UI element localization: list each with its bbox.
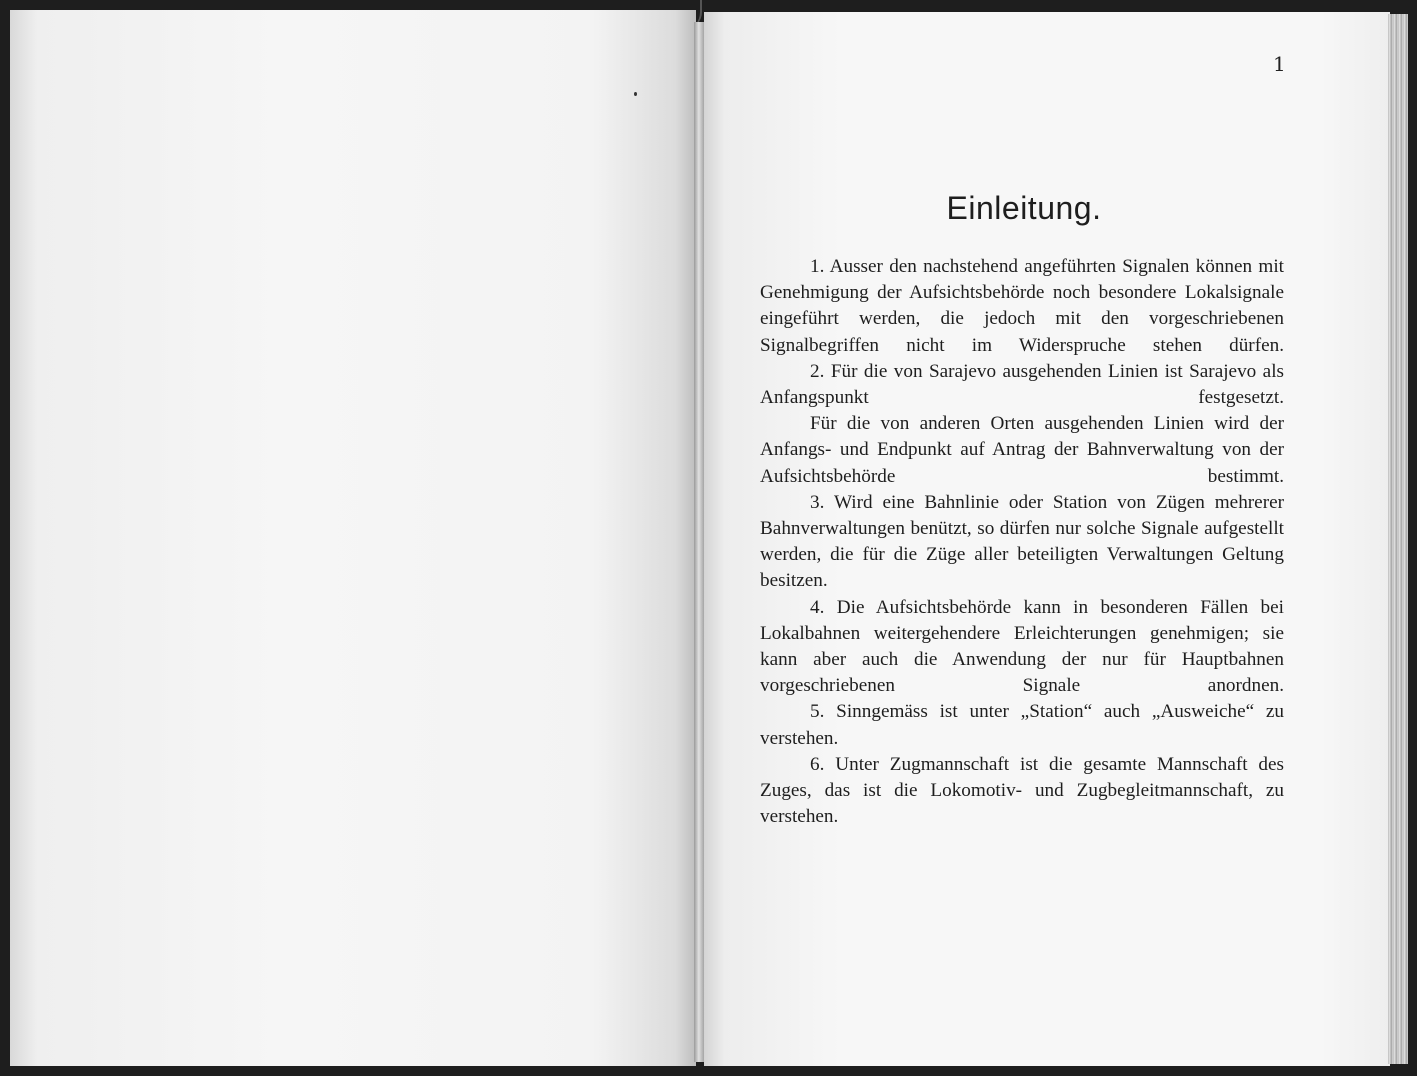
- page-number: 1: [1273, 52, 1286, 76]
- paragraph-5: 5. Sinngemäss ist unter „Station“ auch „Ausweiche“ zu verstehen.: [760, 701, 1284, 749]
- paragraph-1: 1. Ausser den nachstehend angeführten Signalen können mit Genehmigung der Aufsichtsbehörde noch besondere Lokalsignale eingeführt werden, die jedoch mit den vorgeschriebenen Signalbegriffen nicht im Widerspruche stehen dürfen.: [760, 256, 1284, 356]
- chapter-title: Einleitung.: [946, 190, 1102, 226]
- paragraph-6: 6. Unter Zugmannschaft ist die gesamte Mannschaft des Zuges, das ist die Lokomotiv- und Zugbegleitmannschaft, zu verstehen.: [760, 753, 1284, 828]
- paragraph-2: 2. Für die von Sarajevo ausgehenden Linien ist Sarajevo als Anfangspunkt festgesetzt.: [760, 360, 1284, 409]
- left-page-blank: [10, 10, 696, 1066]
- page-edges: [1388, 14, 1408, 1064]
- paragraph-3: 3. Wird eine Bahnlinie oder Station von Zügen mehrerer Bahnverwaltungen benützt, so dürfen nur solche Signale aufgestellt werden, die für die Züge aller beteiligten Verwaltungen Geltung besitzen.: [760, 491, 1284, 592]
- ink-speck: [634, 92, 637, 96]
- paragraph-4: 4. Die Aufsichtsbehörde kann in besonderen Fällen bei Lokalbahnen weitergehendere Erleichterungen genehmigen; sie kann aber auch die Anwendung der nur für Hauptbahnen vorgeschriebenen Signale anordnen.: [760, 596, 1284, 697]
- body-text: [760, 254, 1284, 830]
- paragraph-2b: Für die von anderen Orten ausgehenden Linien wird der Anfangs- und Endpunkt auf Antrag der Bahnverwaltung von der Aufsichtsbehörde bestimmt.: [760, 413, 1284, 487]
